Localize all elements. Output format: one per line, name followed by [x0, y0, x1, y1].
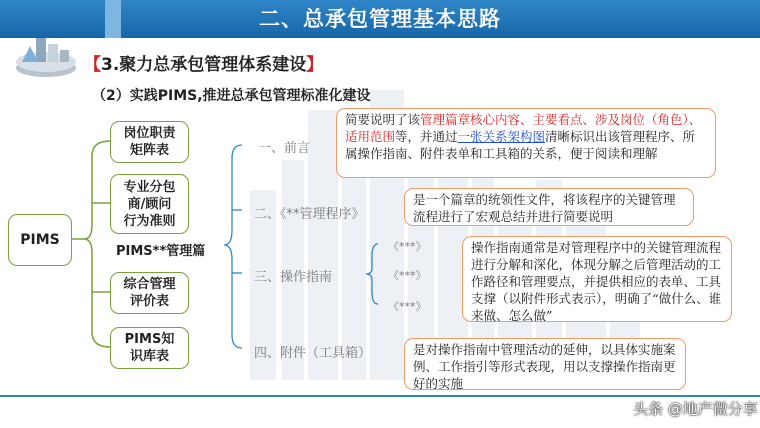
section-appendix: 四、附件（工具箱） — [254, 346, 372, 361]
section-preface: 一、前言 — [258, 141, 311, 156]
section-procedure: 二、《**管理程序》 — [254, 207, 365, 222]
page-title: 二、总承包管理基本思路 — [259, 7, 501, 31]
pims-root-box — [8, 214, 72, 266]
section-title-text: 3.聚力总承包管理体系建设 — [101, 55, 307, 75]
footer-line — [0, 395, 760, 397]
procedure-description: 是一个篇章的统领性文件，将该程序的关键管理流程进行了宏观总结并进行简要说明 — [404, 188, 694, 226]
box-subcontractor-code — [110, 174, 189, 234]
watermark: 头条 @地产微分享 — [633, 400, 758, 418]
guide-item: 《***》 — [388, 240, 427, 253]
box-label: 专业分包 商/顾问 行为准则 — [123, 179, 176, 229]
appendix-description: 是对操作指南中管理活动的延伸，以具体实施案例、工作指引等形式表现，用以支撑操作指南更好的实施 — [404, 338, 686, 390]
bracket-left: 【 — [84, 55, 101, 75]
desc-text: 简要说明了该 — [345, 112, 421, 127]
desc-text: 清晰标识出该管理程序、所属操作指南、附件表单和工具箱的关系，便于阅读和理解 — [345, 129, 696, 161]
box-label: 综合管理 评价表 — [123, 277, 176, 309]
box-position-duty-matrix — [110, 121, 189, 163]
box-knowledge-base — [110, 327, 189, 369]
bracket-right: 】 — [306, 55, 324, 75]
preface-description — [336, 108, 716, 178]
subtitle: （2）实践PIMS,推进总承包管理标准化建设 — [92, 88, 371, 104]
box-label: PIMS知 识库表 — [124, 332, 175, 364]
desc-text: 等，并通过 — [395, 129, 458, 144]
box-label: 岗位职责 矩阵表 — [123, 126, 176, 158]
guide-item: 《***》 — [388, 269, 427, 282]
box-evaluation-table — [110, 272, 189, 314]
pims-management-chapter-label: PIMS**管理篇 — [116, 244, 206, 259]
pims-root-label: PIMS — [20, 231, 60, 248]
guide-item: 《***》 — [388, 300, 427, 313]
relationship-diagram-link[interactable]: 一张关系架构图 — [457, 129, 546, 144]
section-operation-guide: 三、操作指南 — [254, 270, 333, 285]
operation-guide-description: 操作指南通常是对管理程序中的关键管理流程进行分解和深化，体现分解之后管理活动的工作路径和管理要点，并提供相应的表单、工具支撑（以附件形式表示），明确了“做什么、谁来做、怎么做” — [462, 236, 732, 322]
desc-highlight: 管理篇章核心内容、主要看点、涉及岗位（角色）、适用范围 — [345, 112, 702, 144]
